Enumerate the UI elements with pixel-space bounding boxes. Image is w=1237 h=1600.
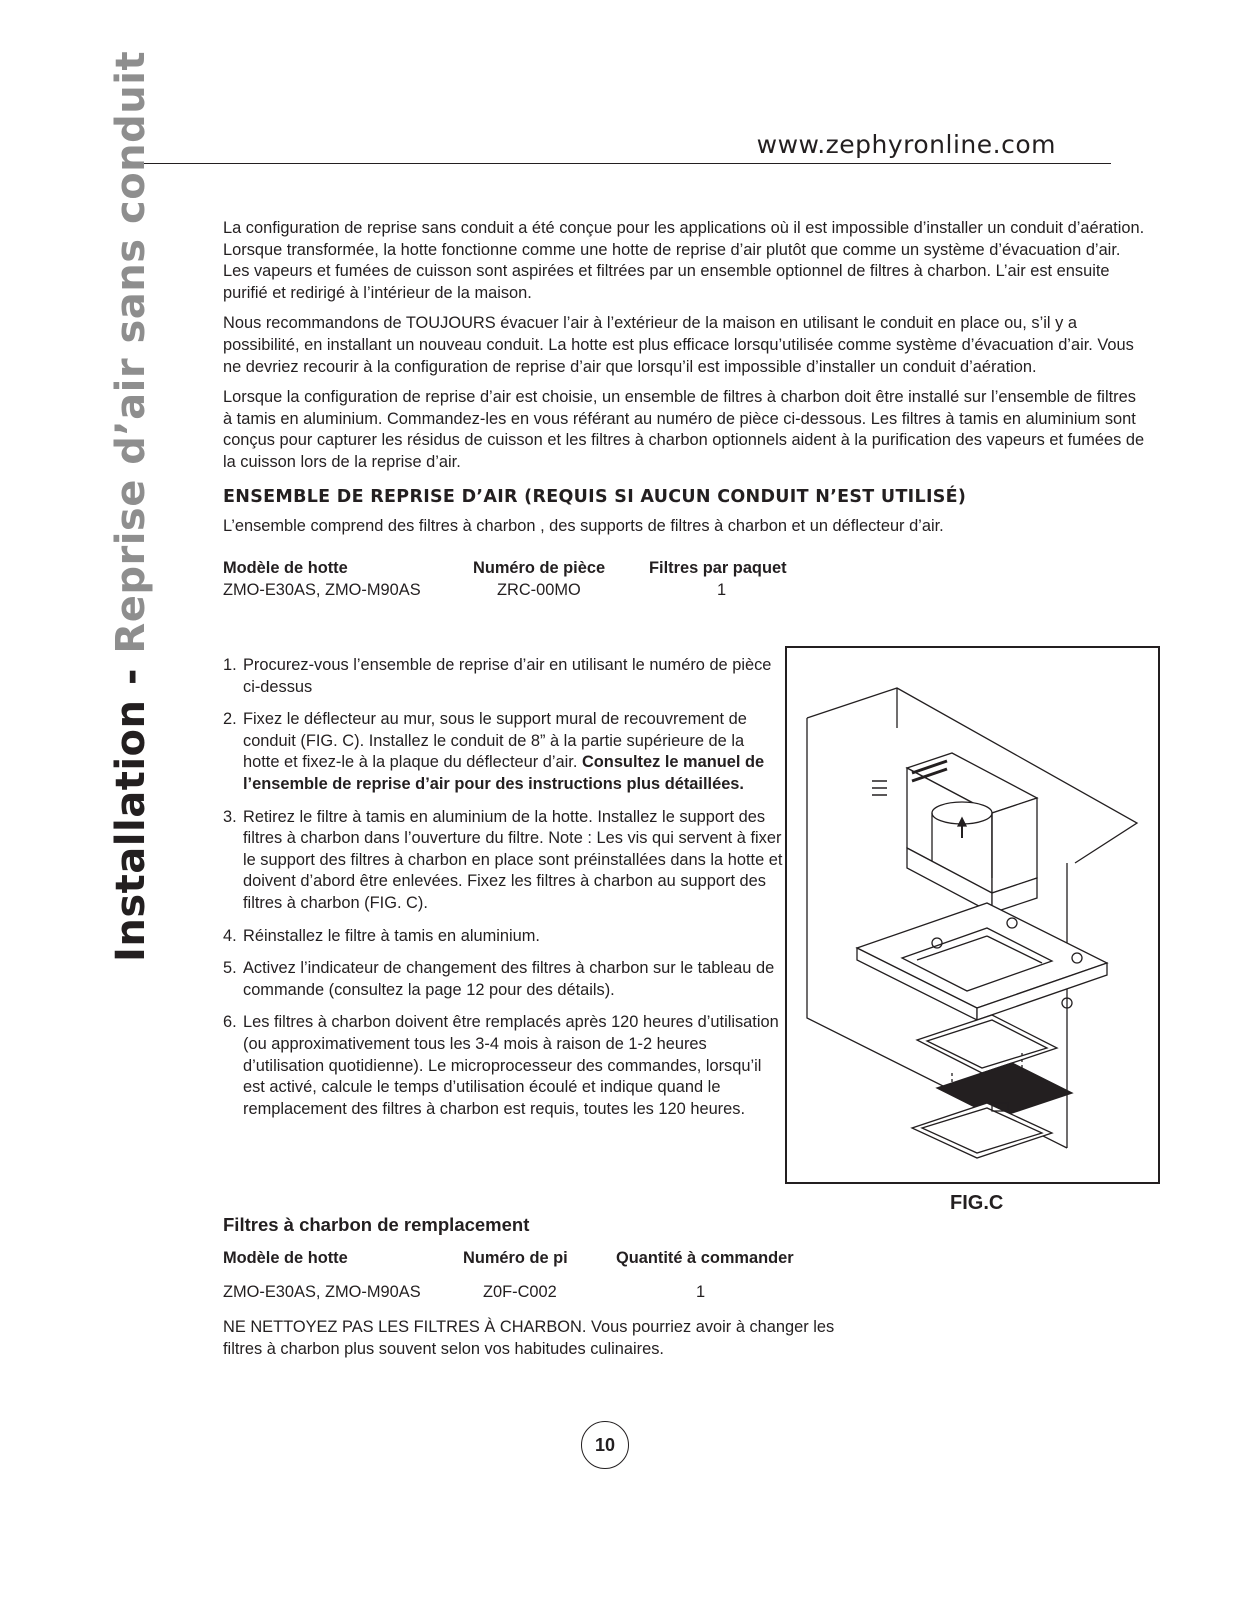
col-header-filters-per-pack: Filtres par paquet xyxy=(649,559,787,578)
cell-model: ZMO-E30AS, ZMO-M90AS xyxy=(223,1283,421,1301)
replacement-filters-section xyxy=(223,1214,843,1360)
step-bold-text: Consultez le manuel de l’ensemble de reprise d’air pour des instructions plus détaillées. xyxy=(243,753,765,793)
figure-c-illustration xyxy=(785,646,1160,1184)
step-number: 6. xyxy=(223,1013,237,1032)
col-header-model: Modèle de hotte xyxy=(223,1249,348,1267)
table-row xyxy=(223,580,787,602)
intro-paragraph-2: Nous recommandons de TOUJOURS évacuer l’air à l’extérieur de la maison en utilisant le conduit en place ou, s’il y a possibilité, en installant un nouveau conduit. La hotte est plus efficace lorsqu’utilisée comme système d’évacuation d’air. Vous ne devriez recourir à la configuration de reprise d’air que lorsqu’il est impossible d’installer un conduit d’aération. xyxy=(223,314,1134,376)
cell-model: ZMO-E30AS, ZMO-M90AS xyxy=(223,581,421,600)
col-header-model: Modèle de hotte xyxy=(223,559,348,578)
cell-part-number: Z0F-C002 xyxy=(483,1283,557,1301)
step-number: 3. xyxy=(223,807,237,826)
table-header-row xyxy=(223,1249,794,1283)
step-item xyxy=(223,807,783,915)
side-title-installation: Installation - xyxy=(108,653,154,962)
step-item xyxy=(223,1012,783,1120)
replacement-title: Filtres à charbon de remplacement xyxy=(223,1214,530,1235)
figure-label: FIG.C xyxy=(950,1192,1004,1214)
cell-filters-per-pack: 1 xyxy=(717,581,727,600)
step-number: 2. xyxy=(223,710,237,729)
intro-paragraph-1: La configuration de reprise sans conduit a été conçue pour les applications où il est impossible d’installer un conduit d’aération. Lorsque transformée, la hotte fonctionne comme une hotte de reprise d’air plutôt que comme un système d’évacuation d’air. Les vapeurs et fumées de cuisson sont aspirées et filtrées par un ensemble optionnel de filtres à charbon. L’air est ensuite purifié et redirigé à l’intérieur de la maison. xyxy=(223,219,1145,302)
replacement-table xyxy=(223,1249,794,1317)
kit-parts-table xyxy=(223,558,787,602)
step-item xyxy=(223,958,783,1001)
main-content xyxy=(223,218,1147,602)
step-item xyxy=(223,709,783,795)
intro-paragraph-3: Lorsque la configuration de reprise d’air est choisie, un ensemble de filtres à charbon doit être installé sur l’ensemble de filtres à tamis en aluminium. Commandez-les en vous référant au numéro de pièce ci-dessous. Les filtres à tamis en aluminium sont conçus pour capturer les résidus de cuisson et les filtres à charbon optionnels aident à la purification des vapeurs et fumées de la cuisson lors de la reprise d’air. xyxy=(223,388,1145,471)
table-row xyxy=(223,1283,794,1317)
side-title-subject: Reprise d’air sans conduit xyxy=(108,50,154,654)
step-item xyxy=(223,926,783,948)
header-rule xyxy=(143,163,1111,164)
kit-heading: ENSEMBLE DE REPRISE D’AIR (REQUIS SI AUCUN CONDUIT N’EST UTILISÉ) xyxy=(223,486,967,507)
website-url: www.zephyronline.com xyxy=(756,130,1056,159)
step-text: Fixez le déflecteur au mur, sous le support mural de recouvrement de conduit (FIG. C). Installez le conduit de 8” à la partie supérieure de la hotte et fixez-le à la plaque du déflecteur d’air. xyxy=(243,710,747,772)
step-text: Retirez le filtre à tamis en aluminium de la hotte. Installez le support des filtres à charbon dans l’ouverture du filtre. Note : Les vis qui servent à fixer le support des filtres à charbon en place sont préinstallées dans la hotte et doivent d’abord être enlevées. Fixez les filtres à charbon au support des filtres à charbon (FIG. C). xyxy=(243,807,783,912)
step-text: Activez l’indicateur de changement des filtres à charbon sur le tableau de commande (consultez la page 12 pour des détails). xyxy=(243,959,775,999)
recirculation-kit-diagram xyxy=(787,648,1158,1182)
cell-part-number: ZRC-00MO xyxy=(497,581,581,600)
step-number: 1. xyxy=(223,656,237,674)
step-item xyxy=(223,655,783,698)
col-header-quantity: Quantité à commander xyxy=(616,1249,794,1267)
installation-steps xyxy=(223,655,783,1131)
cleaning-warning: NE NETTOYEZ PAS LES FILTRES À CHARBON. Vous pourriez avoir à changer les filtres à charbon plus souvent selon vos habitudes culinaires. xyxy=(223,1318,835,1358)
cell-quantity: 1 xyxy=(696,1283,706,1301)
table-header-row xyxy=(223,558,787,580)
kit-intro: L’ensemble comprend des filtres à charbon , des supports de filtres à charbon et un déflecteur d’air. xyxy=(223,516,944,535)
step-text: Réinstallez le filtre à tamis en aluminium. xyxy=(243,926,540,945)
step-number: 4. xyxy=(223,926,237,945)
col-header-part-number: Numéro de pi xyxy=(463,1249,568,1267)
step-text: Les filtres à charbon doivent être remplacés après 120 heures d’utilisation (ou approximativement tous les 3-4 mois à raison de 1-2 heures d’utilisation quotidienne). Le microprocesseur des commandes, lorsqu’il est activé, calcule le temps d’utilisation écoulé et indique quand le remplacement des filtres à charbon est requis, toutes les 120 heures. xyxy=(243,1013,779,1118)
step-text: Procurez-vous l’ensemble de reprise d’air en utilisant le numéro de pièce ci-dessus xyxy=(243,656,772,696)
side-section-title xyxy=(108,51,154,962)
page-number: 10 xyxy=(581,1421,629,1469)
col-header-part-number: Numéro de pièce xyxy=(473,559,606,578)
step-number: 5. xyxy=(223,959,237,978)
